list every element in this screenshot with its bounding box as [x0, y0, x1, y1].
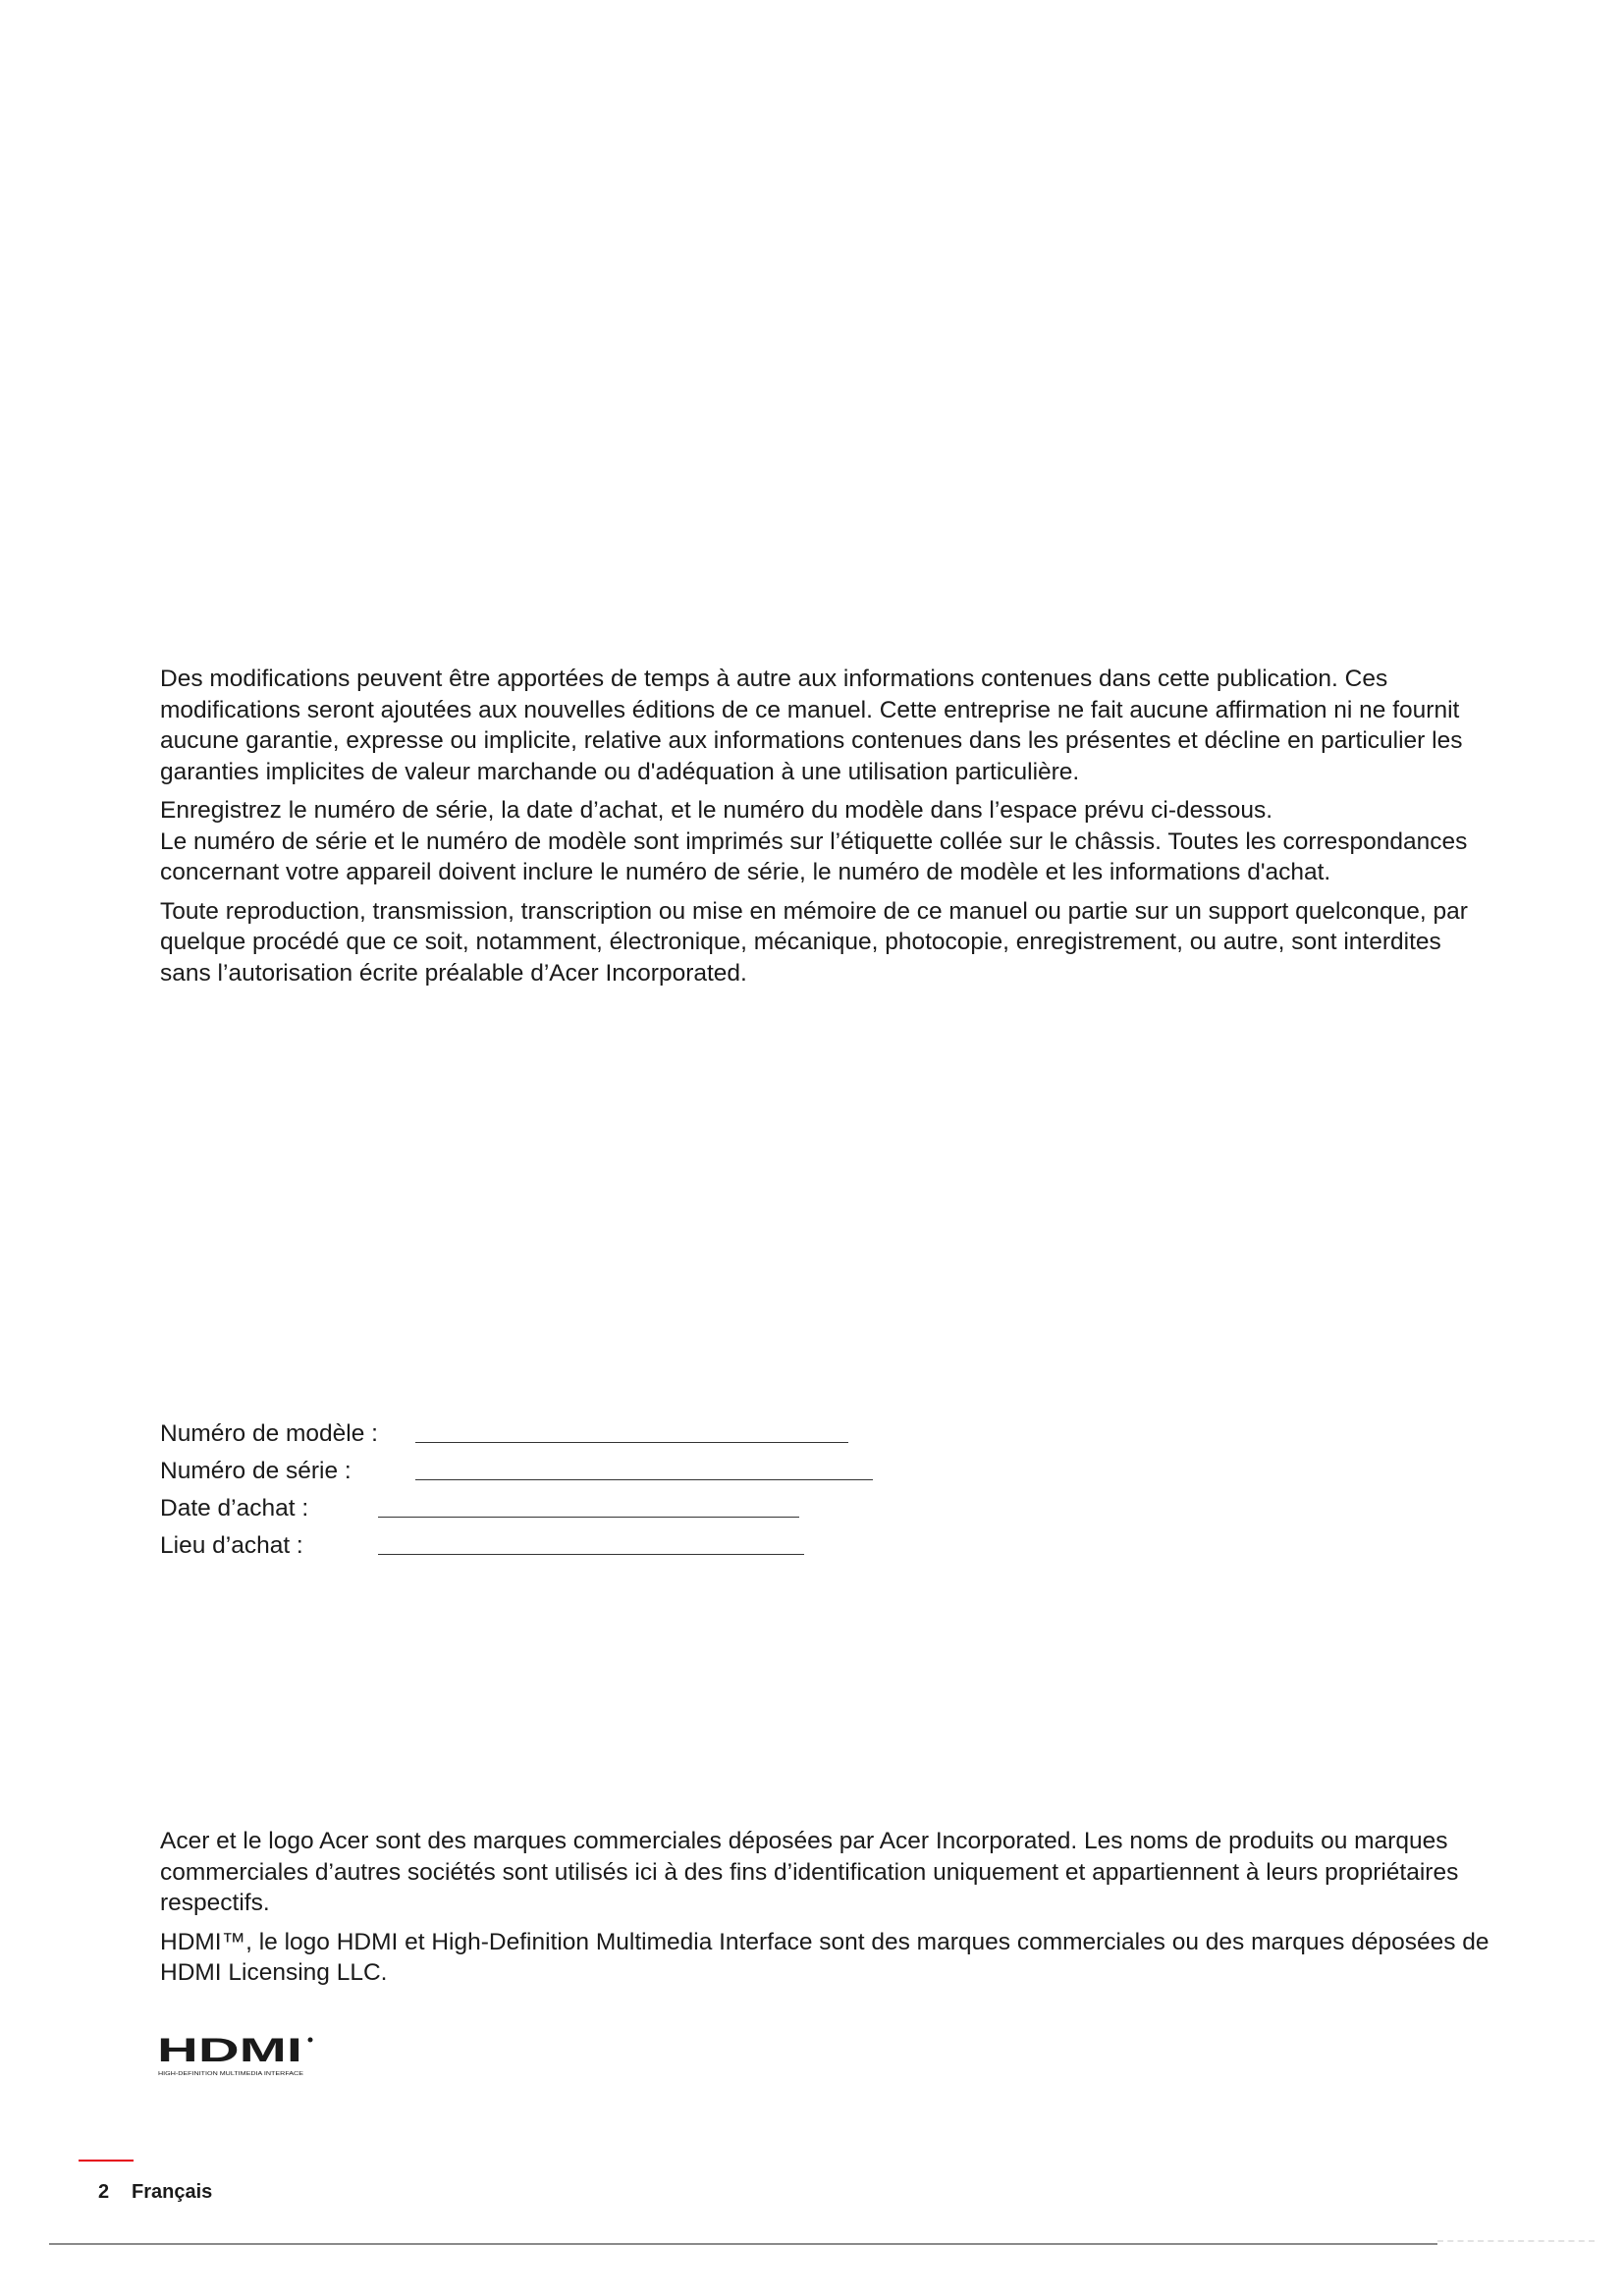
serial-number-field[interactable] — [415, 1479, 873, 1480]
footer-accent-line — [79, 2160, 134, 2162]
model-number-label: Numéro de modèle : — [160, 1420, 378, 1447]
hdmi-wordmark: HDMI — [157, 2034, 302, 2069]
purchase-date-label: Date d’achat : — [160, 1495, 309, 1522]
page-number: 2 — [98, 2181, 110, 2203]
footer-divider-faint — [1437, 2240, 1595, 2242]
registration-paragraph — [160, 795, 1495, 888]
hdmi-tagline: HIGH-DEFINITION MULTIMEDIA INTERFACE — [158, 2071, 304, 2077]
purchase-place-label: Lieu d’achat : — [160, 1532, 303, 1559]
trademark-text-block — [160, 1826, 1495, 1997]
disclaimer-paragraph: Des modifications peuvent être apportées de temps à autre aux informations contenues dans cette publication. Ces modifications seront ajoutées aux nouvelles éditions de ce manuel. Cette entreprise ne fait aucune affirmation ni ne fournit aucune garantie, expresse ou implicite, relative aux informations contenues dans les présentes et décline en particulier les garanties implicites de valeur marchande ou d'adéquation à une utilisation particulière. — [160, 666, 1463, 785]
footer-divider — [49, 2243, 1437, 2245]
hdmi-trademark-paragraph: HDMI™, le logo HDMI et High-Definition Multimedia Interface sont des marques commerciales ou des marques déposées de HDMI Licensing LLC. — [160, 1928, 1489, 1986]
purchase-date-field[interactable] — [378, 1517, 799, 1518]
serial-number-label: Numéro de série : — [160, 1458, 352, 1484]
intro-text-block — [160, 664, 1495, 996]
footer-language: Français — [132, 2181, 213, 2203]
serial-location-note: Le numéro de série et le numéro de modèle sont imprimés sur l’étiquette collée sur le châssis. Toutes les correspondances concernant votre appareil doivent inclure le numéro de série, le numéro de modèle et les informations d'achat. — [160, 828, 1468, 885]
purchase-place-field[interactable] — [378, 1554, 804, 1555]
hdmi-logo — [157, 2034, 314, 2084]
registration-instruction: Enregistrez le numéro de série, la date d’achat, et le numéro du modèle dans l’espace prévu ci-dessous. — [160, 797, 1273, 824]
hdmi-logo-graphic — [157, 2034, 314, 2079]
reproduction-paragraph: Toute reproduction, transmission, transcription ou mise en mémoire de ce manuel ou partie sur un support quelconque, par quelque procédé que ce soit, notamment, électronique, mécanique, photocopie, enregistrement, ou autre, sont interdites sans l’autorisation écrite préalable d’Acer Incorporated. — [160, 897, 1468, 987]
acer-trademark-paragraph: Acer et le logo Acer sont des marques commerciales déposées par Acer Incorporated. Les noms de produits ou marques commerciales d’autres sociétés sont utilisés ici à des fins d’identification uniquement et appartiennent à leurs propriétaires respectifs. — [160, 1828, 1459, 1916]
model-number-field[interactable] — [415, 1442, 848, 1443]
